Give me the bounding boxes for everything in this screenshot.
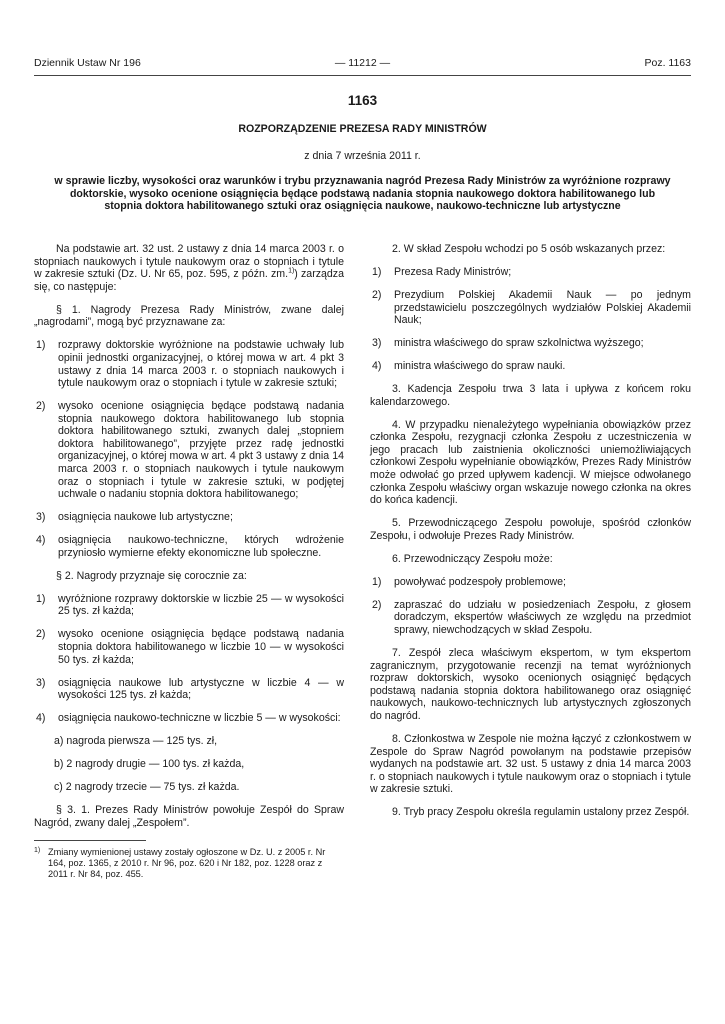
sub-item: a) nagroda pierwsza — 125 tys. zł,: [54, 735, 218, 748]
item-text: Prezydium Polskiej Akademii Nauk — po jednym przedstawicielu poszczególnych wydziałów Polskiej Akademii Nauk;: [394, 288, 691, 327]
item-number: 1): [36, 592, 46, 605]
item-text: wyróżnione rozprawy doktorskie w liczbie 25 — w wysokości 25 tys. zł każda;: [58, 592, 344, 618]
section-1: § 1. Nagrody Prezesa Rady Ministrów, zwane dalej „nagrodami”, mogą być przyznawane za:: [34, 303, 344, 329]
footnote: [34, 847, 344, 881]
footnote-mark: 1): [34, 846, 41, 854]
footnote-rule: [34, 840, 146, 841]
position-number: Poz. 1163: [644, 57, 691, 69]
paragraph-9: 9. Tryb pracy Zespołu określa regulamin ustalony przez Zespół.: [392, 806, 690, 819]
item-text: osiągnięcia naukowo-techniczne, których wdrożenie przyniosło wymierne efekty ekonomiczne lub społeczne.: [58, 534, 344, 559]
paragraph-4: 4. W przypadku nienależytego wypełniania obowiązków przez członka Zespołu, rezygnacji członka Zespołu z uczestniczenia w jego pracach lub zaistnienia okoliczności uniemożliwiających członkowi Zespołu wypełnianie obowiązków, Prezes Rady Ministrów może odwołać go przed upływem kadencji. W miejsce odwołanego członka Zespołu właściwy organ wskazuje nowego członka na okres do końca kadencji.: [370, 418, 691, 507]
footnote-ref: 1): [288, 267, 295, 275]
item-number: 3): [372, 337, 382, 350]
item-number: 3): [36, 676, 46, 689]
list-item: [370, 337, 691, 350]
item-text: osiągnięcia naukowo-techniczne w liczbie 5 — w wysokości:: [58, 712, 341, 725]
intro-text-end: ) zarządza się, co następuje:: [34, 268, 344, 293]
sub-item: c) 2 nagrody trzecie — 75 tys. zł każda.: [54, 781, 240, 794]
item-text: powoływać podzespoły problemowe;: [394, 575, 566, 588]
right-column: [370, 243, 691, 829]
item-number: 2): [372, 288, 382, 301]
list-item: [370, 289, 691, 327]
paragraph-3: 3. Kadencja Zespołu trwa 3 lata i upływa z końcem roku kalendarzowego.: [370, 383, 691, 408]
section-2: § 2. Nagrody przyznaje się corocznie za:: [56, 569, 247, 582]
list-item: [370, 266, 691, 279]
list-item: [34, 339, 344, 389]
item-number: 1): [372, 265, 382, 278]
item-text: zapraszać do udziału w posiedzeniach Zespołu, z głosem doradczym, ekspertów właściwych ze względu na przedmiot sprawy, niewchodzących w skład Zespołu.: [394, 598, 691, 636]
list-item: [34, 534, 344, 559]
item-number: 2): [372, 598, 382, 611]
paragraph-2: 2. W skład Zespołu wchodzi po 5 osób wskazanych przez:: [392, 243, 666, 255]
header-rule: [34, 75, 691, 76]
paragraph-8: 8. Członkostwa w Zespole nie można łączyć z członkostwem w Zespole do Spraw Nagród powołanym na podstawie przepisów wydanych na podstawie art. 32 ust. 5 ustawy z dnia 14 marca 2003 r. o stopniach naukowych i tytule naukowym oraz o stopniach i tytule w zakresie sztuki.: [370, 732, 691, 796]
item-number: 2): [36, 628, 46, 641]
list-item: [34, 593, 344, 618]
journal-name: Dziennik Ustaw Nr 196: [34, 57, 141, 69]
list-item: [34, 511, 344, 524]
act-date: z dnia 7 września 2011 r.: [304, 150, 421, 162]
footnote-text: Zmiany wymienionej ustawy zostały ogłoszone w Dz. U. z 2005 r. Nr 164, poz. 1365, z 2010 r. Nr 96, poz. 620 i Nr 182, poz. 1228 oraz z 2011 r. Nr 84, poz. 455.: [48, 846, 326, 880]
act-subject: w sprawie liczby, wysokości oraz warunków i trybu przyznawania nagród Prezesa Rady Ministrów za wyróżnione rozprawy doktorskie, wysoko ocenione osiągnięcia będące podstawą nadania stopnia naukowego doktora habilitowanego lub stopnia doktora habilitowanego sztuki oraz osiągnięcia naukowe, naukowo-techniczne lub artystyczne: [54, 175, 671, 213]
list-item: [34, 712, 344, 725]
item-number: 3): [36, 511, 46, 524]
left-column: [34, 243, 344, 880]
item-text: Prezesa Rady Ministrów;: [394, 265, 512, 278]
page-number: — 11212 —: [334, 57, 391, 69]
item-text: osiągnięcia naukowe lub artystyczne;: [58, 511, 233, 524]
list-item: [370, 576, 691, 589]
intro-text: Na podstawie art. 32 ust. 2 ustawy z dnia 14 marca 2003 r. o stopniach naukowych i tytule naukowym oraz o stopniach i tytule w zakresie sztuki (Dz. U. Nr 65, poz. 595, z późn. zm.: [34, 243, 344, 281]
page-header: [34, 57, 691, 71]
item-number: 4): [372, 360, 382, 373]
item-text: ministra właściwego do spraw szkolnictwa wyższego;: [394, 337, 644, 350]
sub-item: b) 2 nagrody drugie — 100 tys. zł każda,: [54, 758, 245, 771]
list-item: [34, 400, 344, 501]
list-item: [34, 677, 344, 702]
item-text: ministra właściwego do spraw nauki.: [394, 360, 566, 373]
paragraph-7: 7. Zespół zleca właściwym ekspertom, w tym ekspertom zagranicznym, przygotowanie recenzji na temat wyróżnionych rozpraw doktorskich, wysoko ocenionych osiągnięć będących podstawą nadania stopnia doktora habilitowanego oraz osiągnięć naukowych, naukowo-technicznych lub artystycznych zgłoszonych do nagród.: [370, 646, 691, 722]
item-number: 4): [36, 534, 46, 547]
item-number: 2): [36, 400, 46, 413]
item-number: 1): [36, 339, 46, 352]
list-item: [34, 628, 344, 666]
act-number: 1163: [347, 93, 378, 108]
intro-paragraph: [34, 243, 344, 293]
list-item: [370, 360, 691, 373]
item-text: rozprawy doktorskie wyróżnione na podstawie uchwały lub opinii jednostki organizacyjnej, o której mowa w art. 4 pkt 3 ustawy z dnia 14 marca 2003 r. o stopniach naukowych i tytule naukowym oraz o stopniach i tytule w zakresie sztuki;: [58, 339, 344, 390]
item-text: wysoko ocenione osiągnięcia będące podstawą nadania stopnia naukowego doktora habilitowanego lub stopnia doktora habilitowanego sztuki, zwanych dalej „stopniem doktora habilitowanego”, przyjęte przez radę jednostki organizacyjnej, o której mowa w art. 4 pkt 3 ustawy z dnia 14 marca 2003 r. o stopniach naukowych i tytule naukowym oraz o stopniach i tytule w zakresie sztuki, w podjętej uchwale o nadaniu stopnia doktora habilitowanego;: [58, 400, 344, 501]
act-title: ROZPORZĄDZENIE PREZESA RADY MINISTRÓW: [238, 123, 487, 135]
paragraph-6: 6. Przewodniczący Zespołu może:: [392, 552, 553, 565]
section-3: § 3. 1. Prezes Rady Ministrów powołuje Zespół do Spraw Nagród, zwany dalej „Zespołem”.: [34, 804, 344, 829]
item-text: osiągnięcia naukowe lub artystyczne w liczbie 4 — w wysokości 125 tys. zł każda;: [58, 676, 344, 702]
item-number: 4): [36, 712, 46, 725]
paragraph-5: 5. Przewodniczącego Zespołu powołuje, spośród członków Zespołu, i odwołuje Prezes Rady Ministrów.: [370, 517, 691, 542]
list-item: [370, 599, 691, 637]
item-number: 1): [372, 575, 382, 588]
item-text: wysoko ocenione osiągnięcia będące podstawą nadania stopnia doktora habilitowanego w liczbie 10 — w wysokości 50 tys. zł każda;: [58, 628, 344, 666]
